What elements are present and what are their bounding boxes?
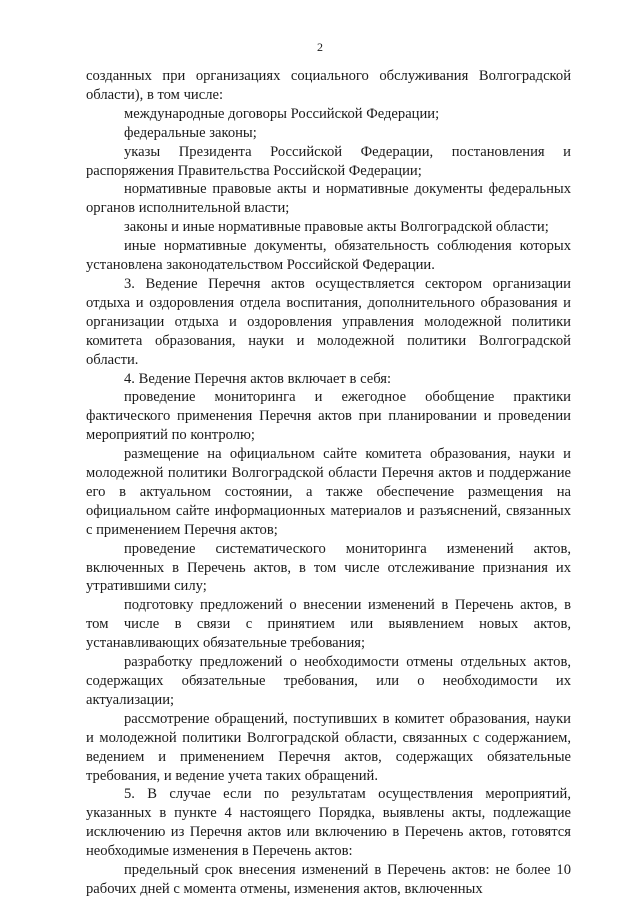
paragraph-section-5: 5. В случае если по результатам осуществления мероприятий, указанных в пункте 4 настоящего Порядка, выявлены акты, подлежащие исключению из Перечня актов или включению в Перечень актов, готовятся необходимые изменения в Перечень актов: [86,786,571,860]
list-item-federal-normative-acts: нормативные правовые акты и нормативные документы федеральных органов исполнительной власти; [86,181,571,217]
list-item-website-posting: размещение на официальном сайте комитета образования, науки и молодежной политики Волгоградской области Перечня актов и поддержание его в актуальном состоянии, а также обеспечение размещения на официальном сайте информационных материалов и разъяснений, связанных с применением Перечня актов; [86,446,571,538]
page-number: 2 [317,40,323,54]
paragraph-section-3: 3. Ведение Перечня актов осуществляется сектором организации отдыха и оздоровления отдела воспитания, дополнительного образования и организации отдыха и оздоровления управления молодежной политики комитета образования, науки и молодежной политики Волгоградской области. [86,275,571,368]
list-item-systematic-monitoring: проведение систематического мониторинга изменений актов, включенных в Перечень актов, в том числе отслеживание признания их утратившими силу; [86,540,571,595]
list-item-federal-laws: федеральные законы; [124,124,257,141]
list-item-presidential-decrees: указы Президента Российской Федерации, постановления и распоряжения Правительства Российской Федерации; [86,143,571,179]
paragraph-deadline: предельный срок внесения изменений в Перечень актов: не более 10 рабочих дней с момента отмены, изменения актов, включенных [86,862,571,897]
list-item-international-treaties: международные договоры Российской Федерации; [124,105,440,122]
body-text [86,67,571,899]
paragraph-continuation: созданных при организациях социального обслуживания Волгоградской области), в том числе: [86,68,571,103]
list-item-monitoring: проведение мониторинга и ежегодное обобщение практики фактического применения Перечня актов при планировании и проведении мероприятий по контролю; [86,389,571,444]
paragraph-section-4: 4. Ведение Перечня актов включает в себя: [124,370,392,387]
list-item-repeal-proposals: разработку предложений о необходимости отмены отдельных актов, содержащих обязательные требования, или о необходимости их актуализации; [86,654,571,708]
list-item-amendment-proposals: подготовку предложений о внесении изменений в Перечень актов, в том числе в связи с принятием или выявлением новых актов, устанавливающих обязательные требования; [86,597,571,652]
list-item-regional-laws: законы и иные нормативные правовые акты Волгоградской области; [124,219,549,236]
list-item-other-documents: иные нормативные документы, обязательность соблюдения которых установлена законодательством Российской Федерации. [86,238,571,274]
list-item-appeals-review: рассмотрение обращений, поступивших в комитет образования, науки и молодежной политики Волгоградской области, связанных с содержанием, ведением и применением Перечня актов, содержащих обязательные требования, и ведение учета таких обращений. [86,710,571,784]
